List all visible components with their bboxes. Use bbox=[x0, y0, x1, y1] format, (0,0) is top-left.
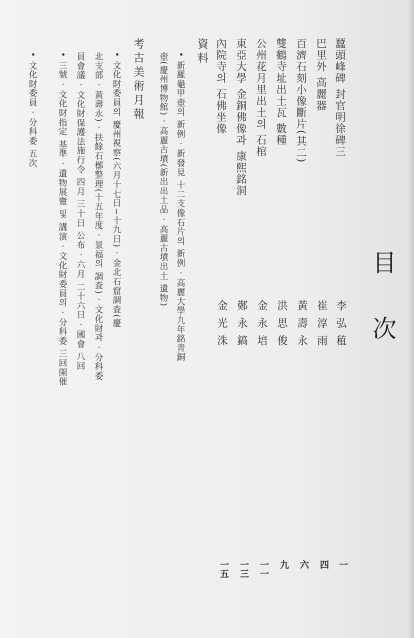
entry-page: 一一 bbox=[258, 560, 268, 578]
entry-title: 公州花月里出土의 石棺 bbox=[255, 38, 267, 158]
entry-title: 雙鶴寺址出土瓦 數種 bbox=[275, 38, 287, 146]
entry-title: 東亞大學 金銅佛像과 康熙銘洞 bbox=[235, 38, 247, 197]
section-heading: 考古美術月報 bbox=[132, 38, 145, 122]
news-item: 北支部 · 黃壽永) · 扶餘石槨整理(十五年度 · 景福의 調査) · 文化財과 · 分科委 bbox=[93, 52, 103, 381]
entry-title: 內院寺의 石佛坐像 bbox=[215, 38, 227, 135]
bullet-icon: • bbox=[175, 52, 185, 58]
page-title: 目次 bbox=[368, 250, 396, 382]
bullet-icon: • bbox=[57, 52, 67, 58]
entry-author: 黃壽永 bbox=[296, 300, 308, 353]
material-item: •新羅龜甲壺의 新例 · 新發見 十二支像石片의 新例 · 高麗大學九年銘靑銅 bbox=[175, 52, 185, 363]
entry-author: 洪思俊 bbox=[276, 300, 288, 353]
news-item: •文化財委員의 慶州視察(六月十七日~十九日) · 金北石窟調査(慶 bbox=[111, 52, 121, 328]
section-heading: 資料 bbox=[196, 38, 209, 66]
entry-page: 一 bbox=[337, 560, 347, 569]
bullet-icon: • bbox=[111, 52, 121, 58]
entry-title: 蠶頭峰碑 封官明徐碑三 bbox=[334, 38, 346, 158]
entry-page: 一三 bbox=[238, 560, 248, 578]
entry-title: 百濟石刻小像斷片(其二) bbox=[295, 38, 307, 164]
news-item: 員會議 · 文化財保護法施行令 四月 三十日 公布 · 六月 二十六日 · 國會 八回 bbox=[75, 52, 85, 371]
entry-author: 金永培 bbox=[256, 300, 268, 353]
news-item: •文化財委員 · 分科委 五次 bbox=[27, 52, 37, 168]
news-item: •三號 · 文化財指定 基準 · 遺物展覽 및 講演 · 文化財委員의 · 分科委 三回開催 bbox=[57, 52, 67, 387]
entry-author: 崔淳雨 bbox=[316, 300, 328, 353]
material-item: 壺(慶州博物館) · 高麗古墳(新出出土品 · 高麗古墳出土 遺物) bbox=[158, 52, 168, 307]
entry-author: 李弘稙 bbox=[335, 300, 347, 353]
entry-page: 九 bbox=[278, 560, 288, 569]
entry-page: 四 bbox=[318, 560, 328, 569]
bullet-icon: • bbox=[27, 52, 37, 58]
entry-page: 一五 bbox=[218, 560, 228, 578]
entry-author: 金光洙 bbox=[216, 300, 228, 353]
page-edge-shadow bbox=[408, 0, 414, 638]
entry-title: 巴里外 高麗器 bbox=[315, 38, 327, 112]
entry-author: 鄭永鎬 bbox=[236, 300, 248, 353]
entry-page: 六 bbox=[298, 560, 308, 569]
